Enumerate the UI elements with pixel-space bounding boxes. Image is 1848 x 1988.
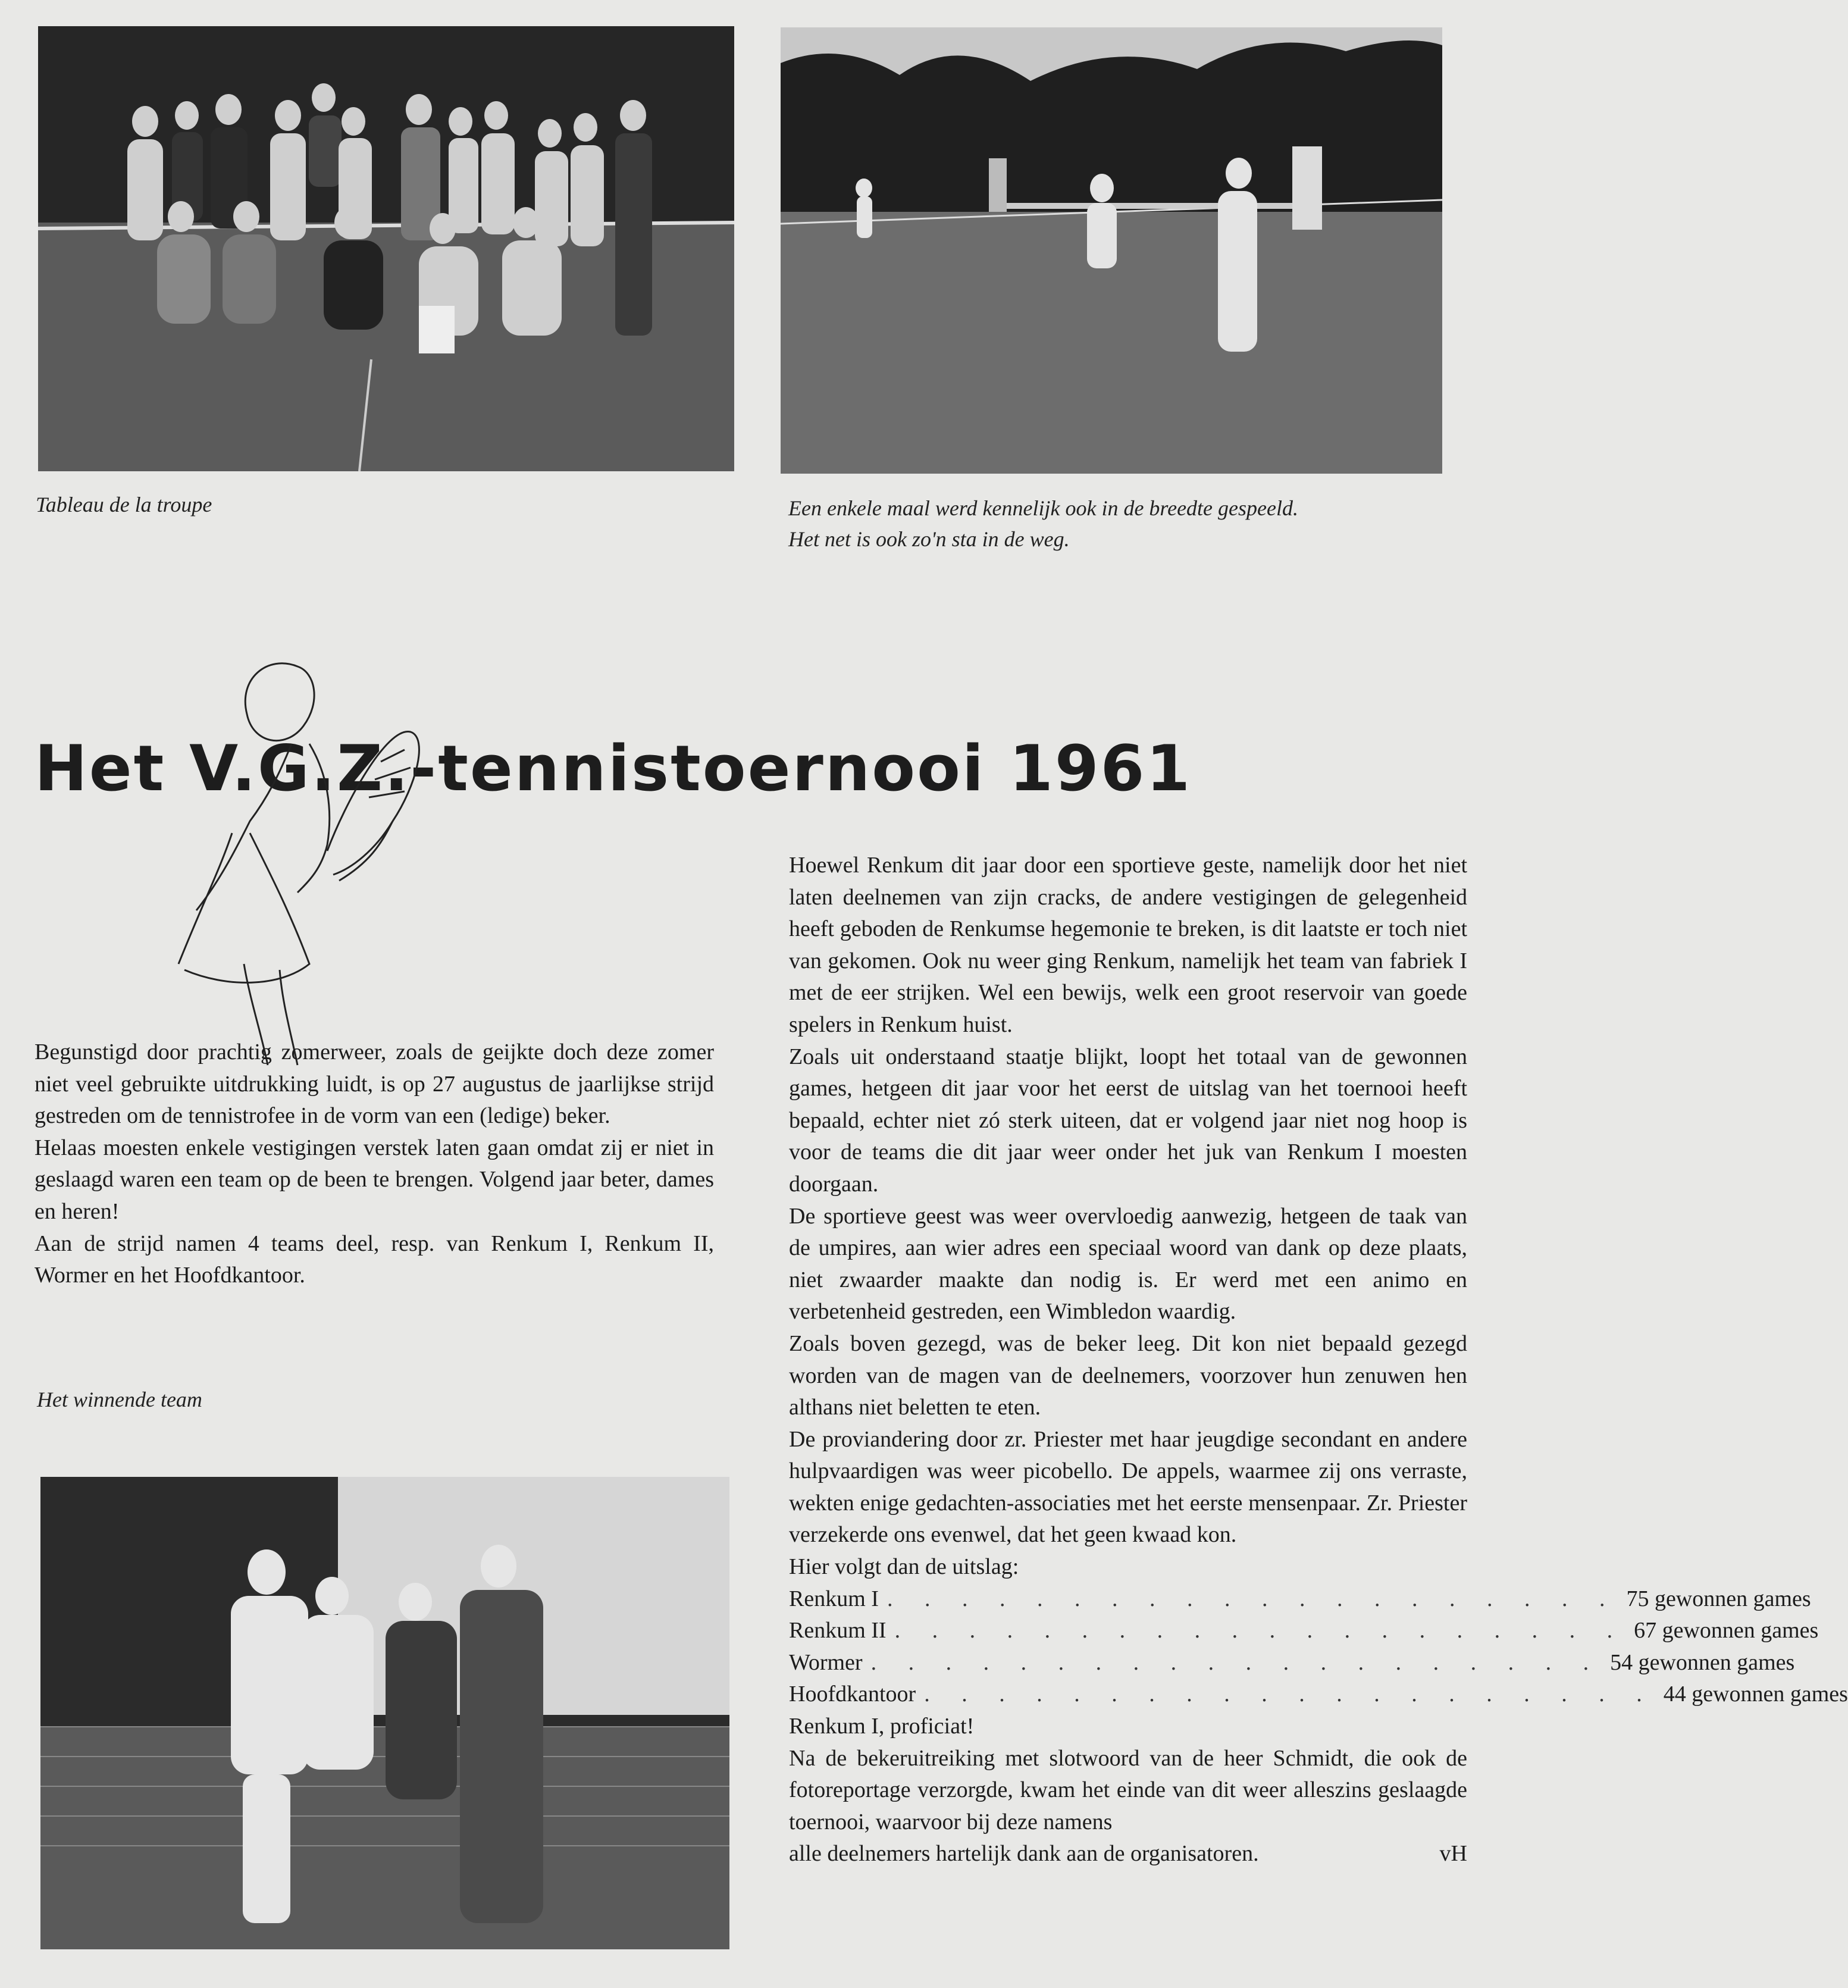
congrats-line: Renkum I, proficiat! — [789, 1714, 975, 1739]
closing-signoff — [789, 1838, 1467, 1870]
results-intro: Hier volgt dan de uitslag: — [789, 1554, 1019, 1580]
result-dots: . . . . . . . . . . . . . . . . . . . . — [887, 1586, 1618, 1611]
article-left-column — [35, 1037, 714, 1292]
spirit-paragraph: De sportieve geest was weer overvloedig aanwezig, hetgeen de taak van de umpires, aan wier adres een speciaal woord van dank op deze plaats, niet zwaarder maakte dan nodig is. Er werd met een animo en verbetenheid gestreden, een Wimbledon waardig. — [789, 1203, 1467, 1325]
result-row — [789, 1647, 1795, 1679]
result-team: Renkum I — [789, 1586, 879, 1611]
cup-paragraph: Zoals boven gezegd, was de beker leeg. Dit kon niet bepaald gezegd worden van de magen van de deelnemers, voorzover hun zenuwen hen althans niet beletten te eten. — [789, 1330, 1467, 1420]
result-team: Renkum II — [789, 1618, 887, 1643]
result-dots: . . . . . . . . . . . . . . . . . . . . — [870, 1649, 1602, 1675]
closing-last-line: alle deelnemers hartelijk dank aan de organisatoren. — [789, 1841, 1259, 1867]
intro-paragraph: Begunstigd door prachtig zomerweer, zoals de geijkte doch deze zomer niet veel gebruikte uitdrukking luidt, is op 27 augustus de jaarlijkse strijd gestreden om de tennistrofee in de vorm van een (ledige) beker. — [35, 1040, 714, 1129]
winning-team-caption: Het winnende team — [37, 1388, 202, 1411]
article-title: Het V.G.Z.-tennistoernooi 1961 — [35, 732, 1192, 805]
closing-paragraph: Na de bekeruitreiking met slotwoord van de heer Schmidt, die ook de fotoreportage verzorgde, kwam het einde van dit weer alleszins geslaagde toernooi, waarvoor bij deze namens — [789, 1745, 1467, 1834]
court-caption-line-1: Een enkele maal werd kennelijk ook in de breedte gespeeld. — [788, 496, 1298, 520]
result-team: Wormer — [789, 1649, 863, 1675]
result-row — [789, 1583, 1811, 1616]
tennis-player-sketch — [131, 655, 464, 1071]
catering-paragraph: De proviandering door zr. Priester met haar jeugdige secondant en andere hulpvaardigen was weer picobello. De appels, waarmee zij ons verraste, wekten enige gedachten-associaties met het eerste mensenpaar. Zr. Priester verzekerde ons evenwel, dat het geen kwaad kon. — [789, 1426, 1467, 1548]
court-photo-caption — [788, 493, 1298, 555]
court-caption-line-2: Het net is ook zo'n sta in de weg. — [788, 527, 1070, 551]
result-row — [789, 1679, 1848, 1711]
result-score: 67 gewonnen games — [1634, 1618, 1819, 1643]
teams-paragraph: Aan de strijd namen 4 teams deel, resp. van Renkum I, Renkum II, Wormer en het Hoofdkantoor. — [35, 1231, 714, 1288]
group-photo-caption: Tableau de la troupe — [36, 493, 212, 516]
team-group-photo — [38, 26, 734, 471]
result-score: 75 gewonnen games — [1626, 1586, 1811, 1611]
article-right-column — [789, 850, 1848, 1870]
absence-paragraph: Helaas moesten enkele vestigingen verstek laten gaan omdat zij er niet in geslaagd waren een team op de been te brengen. Volgend jaar beter, dames en heren! — [35, 1135, 714, 1224]
winning-team-photo — [40, 1477, 729, 1949]
result-row — [789, 1615, 1819, 1647]
result-dots: . . . . . . . . . . . . . . . . . . . . — [894, 1618, 1626, 1643]
renkum-paragraph: Hoewel Renkum dit jaar door een sportieve geste, namelijk door het niet laten deelnemen van zijn cracks, de andere vestigingen de gelegenheid heeft geboden de Renkumse hegemonie te breken, is dit laatste er toch niet van gekomen. Ook nu weer ging Renkum, namelijk het team van fabriek I met de eer strijken. Wel een bewijs, welk een groot reservoir van goede spelers in Renkum huist. — [789, 853, 1467, 1037]
result-score: 54 gewonnen games — [1610, 1649, 1795, 1675]
result-team: Hoofdkantoor — [789, 1682, 916, 1707]
tennis-court-action-photo — [781, 27, 1442, 474]
author-signature: vH — [1439, 1841, 1467, 1867]
result-dots: . . . . . . . . . . . . . . . . . . . . — [924, 1682, 1655, 1707]
result-score: 44 gewonnen games — [1663, 1682, 1848, 1707]
results-list — [789, 1583, 1848, 1711]
games-paragraph: Zoals uit onderstaand staatje blijkt, loopt het totaal van de gewonnen games, hetgeen dit jaar voor het eerst de uitslag van het toernooi heeft bepaald, echter niet zó sterk uiteen, dat er volgend jaar niet nog hoop is voor de teams die dit jaar weer onder het juk van Renkum I moesten doorgaan. — [789, 1044, 1467, 1197]
